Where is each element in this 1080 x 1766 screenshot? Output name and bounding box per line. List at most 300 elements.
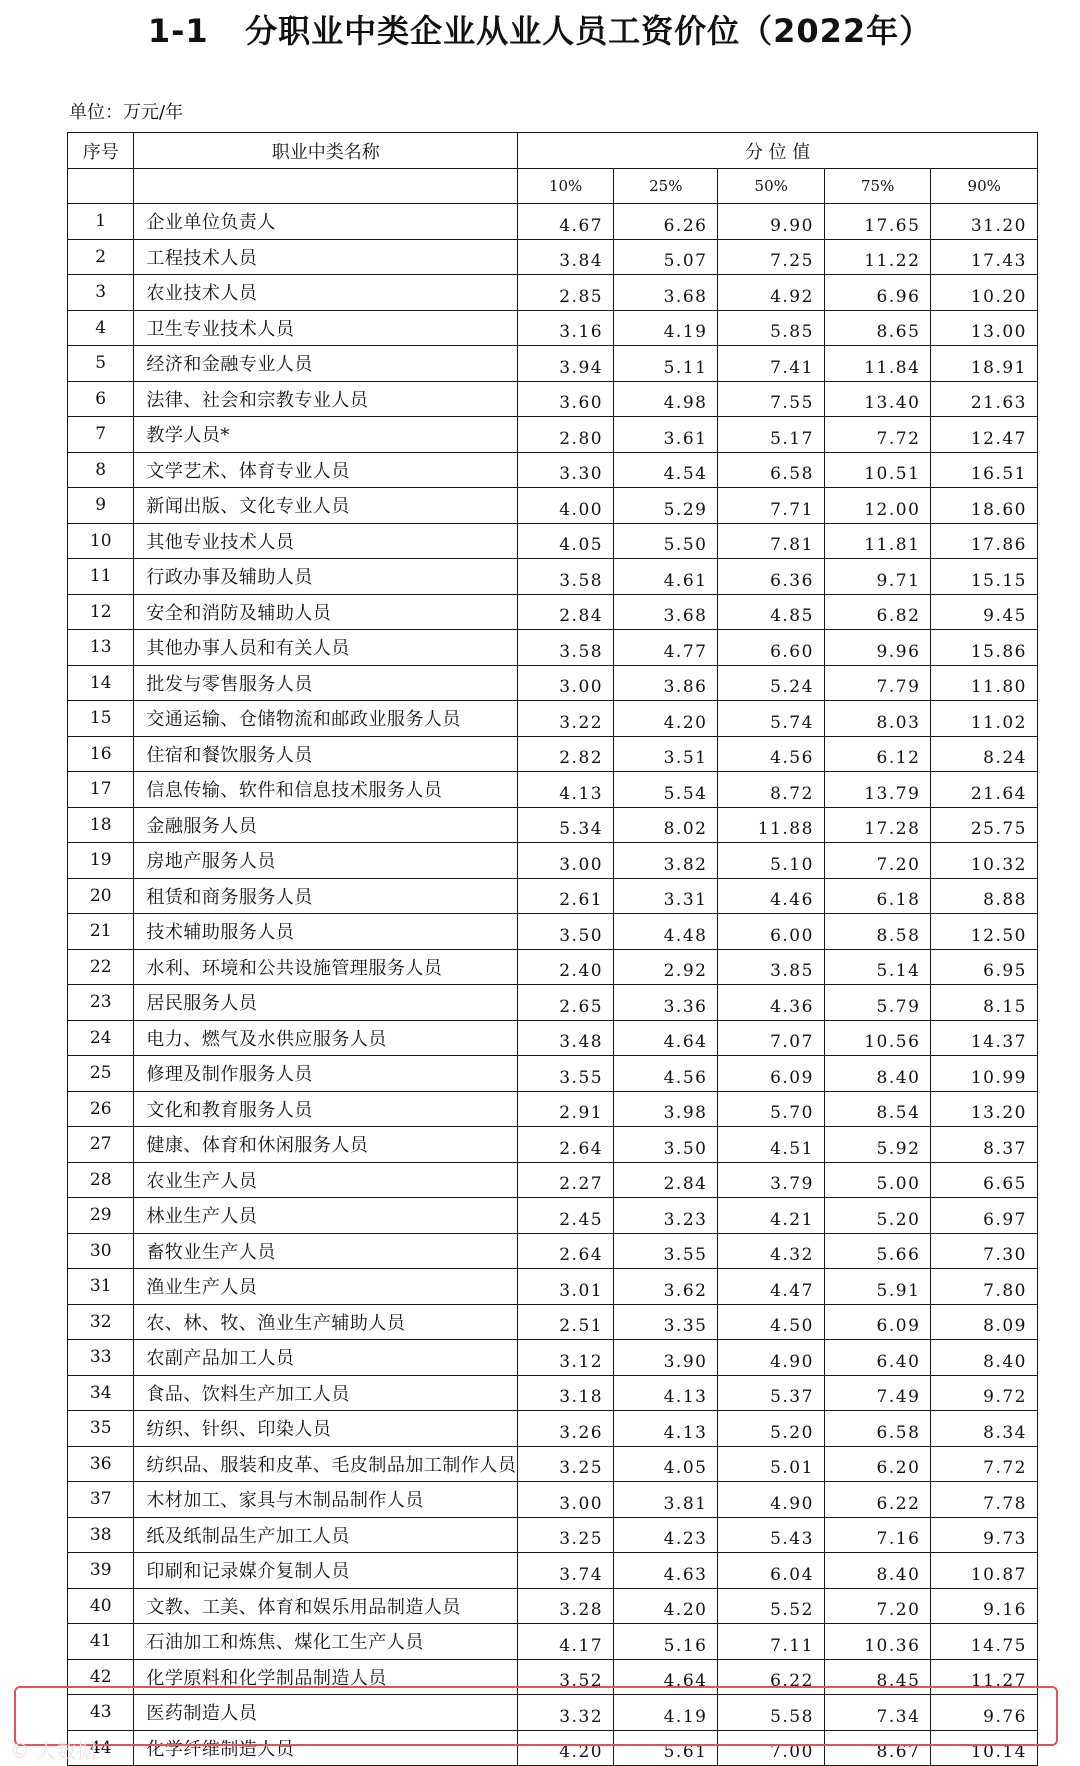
cell-seq: 18 xyxy=(68,807,134,843)
cell-p10: 3.18 xyxy=(518,1375,614,1411)
table-row xyxy=(68,275,1038,311)
cell-name: 文学艺术、体育专业人员 xyxy=(134,452,518,488)
cell-p10: 3.28 xyxy=(518,1588,614,1624)
cell-p75: 6.09 xyxy=(824,1304,930,1340)
cell-p25: 5.54 xyxy=(614,772,718,808)
cell-seq: 2 xyxy=(68,239,134,275)
cell-seq: 35 xyxy=(68,1411,134,1447)
header-p75: 75% xyxy=(824,169,930,204)
cell-p25: 4.64 xyxy=(614,1659,718,1695)
cell-p10: 3.32 xyxy=(518,1695,614,1731)
table-row xyxy=(68,772,1038,808)
cell-p25: 5.07 xyxy=(614,239,718,275)
cell-name: 农业生产人员 xyxy=(134,1162,518,1198)
cell-p50: 5.74 xyxy=(718,701,824,737)
table-row xyxy=(68,1517,1038,1553)
table-body xyxy=(68,204,1038,1766)
cell-seq: 40 xyxy=(68,1588,134,1624)
cell-p90: 18.60 xyxy=(931,488,1038,524)
cell-p50: 6.58 xyxy=(718,452,824,488)
cell-p25: 6.26 xyxy=(614,204,718,240)
cell-seq: 10 xyxy=(68,523,134,559)
cell-p25: 5.61 xyxy=(614,1730,718,1766)
cell-name: 畜牧业生产人员 xyxy=(134,1233,518,1269)
header-seq-empty xyxy=(68,169,134,204)
cell-p90: 7.80 xyxy=(931,1269,1038,1305)
cell-p90: 9.76 xyxy=(931,1695,1038,1731)
cell-p10: 3.94 xyxy=(518,346,614,382)
cell-p75: 8.65 xyxy=(824,310,930,346)
cell-name: 批发与零售服务人员 xyxy=(134,665,518,701)
table-row xyxy=(68,1198,1038,1234)
cell-p10: 2.82 xyxy=(518,736,614,772)
cell-name: 卫生专业技术人员 xyxy=(134,310,518,346)
cell-p50: 6.04 xyxy=(718,1553,824,1589)
cell-name: 文化和教育服务人员 xyxy=(134,1091,518,1127)
cell-p75: 12.00 xyxy=(824,488,930,524)
header-seq: 序号 xyxy=(68,133,134,169)
cell-p50: 4.92 xyxy=(718,275,824,311)
cell-name: 工程技术人员 xyxy=(134,239,518,275)
cell-seq: 6 xyxy=(68,381,134,417)
cell-p10: 3.25 xyxy=(518,1517,614,1553)
cell-p50: 4.56 xyxy=(718,736,824,772)
cell-p10: 2.27 xyxy=(518,1162,614,1198)
cell-p90: 8.24 xyxy=(931,736,1038,772)
cell-p75: 5.92 xyxy=(824,1127,930,1163)
cell-p50: 7.55 xyxy=(718,381,824,417)
cell-seq: 38 xyxy=(68,1517,134,1553)
cell-name: 纸及纸制品生产加工人员 xyxy=(134,1517,518,1553)
table-row xyxy=(68,417,1038,453)
cell-p50: 7.07 xyxy=(718,1020,824,1056)
cell-p50: 4.21 xyxy=(718,1198,824,1234)
cell-p75: 7.34 xyxy=(824,1695,930,1731)
cell-p25: 5.16 xyxy=(614,1624,718,1660)
cell-seq: 33 xyxy=(68,1340,134,1376)
cell-name: 交通运输、仓储物流和邮政业服务人员 xyxy=(134,701,518,737)
cell-p75: 6.20 xyxy=(824,1446,930,1482)
cell-p10: 4.13 xyxy=(518,772,614,808)
cell-name: 房地产服务人员 xyxy=(134,843,518,879)
cell-p75: 9.96 xyxy=(824,630,930,666)
cell-p25: 3.35 xyxy=(614,1304,718,1340)
cell-p25: 3.55 xyxy=(614,1233,718,1269)
cell-p90: 14.37 xyxy=(931,1020,1038,1056)
header-p10: 10% xyxy=(518,169,614,204)
cell-p75: 11.84 xyxy=(824,346,930,382)
cell-p75: 6.82 xyxy=(824,594,930,630)
cell-name: 信息传输、软件和信息技术服务人员 xyxy=(134,772,518,808)
cell-p75: 8.40 xyxy=(824,1553,930,1589)
table-row xyxy=(68,878,1038,914)
cell-p75: 8.67 xyxy=(824,1730,930,1766)
cell-p50: 4.46 xyxy=(718,878,824,914)
cell-seq: 32 xyxy=(68,1304,134,1340)
cell-p75: 7.16 xyxy=(824,1517,930,1553)
cell-p10: 3.00 xyxy=(518,843,614,879)
cell-p50: 5.10 xyxy=(718,843,824,879)
cell-p25: 3.31 xyxy=(614,878,718,914)
table-row xyxy=(68,1340,1038,1376)
cell-p50: 3.85 xyxy=(718,949,824,985)
cell-p90: 10.32 xyxy=(931,843,1038,879)
cell-p50: 4.47 xyxy=(718,1269,824,1305)
cell-p90: 10.14 xyxy=(931,1730,1038,1766)
table-row xyxy=(68,1304,1038,1340)
cell-name: 经济和金融专业人员 xyxy=(134,346,518,382)
cell-name: 印刷和记录媒介复制人员 xyxy=(134,1553,518,1589)
cell-p75: 8.45 xyxy=(824,1659,930,1695)
cell-p10: 4.05 xyxy=(518,523,614,559)
cell-p75: 7.72 xyxy=(824,417,930,453)
table-row xyxy=(68,807,1038,843)
cell-p90: 9.16 xyxy=(931,1588,1038,1624)
cell-seq: 17 xyxy=(68,772,134,808)
cell-seq: 31 xyxy=(68,1269,134,1305)
cell-p75: 6.58 xyxy=(824,1411,930,1447)
cell-seq: 21 xyxy=(68,914,134,950)
page-title: 1-1 分职业中类企业从业人员工资价位（2022年） xyxy=(147,12,933,50)
cell-p75: 13.79 xyxy=(824,772,930,808)
cell-p90: 8.34 xyxy=(931,1411,1038,1447)
cell-seq: 44 xyxy=(68,1730,134,1766)
cell-p10: 3.74 xyxy=(518,1553,614,1589)
cell-p50: 4.51 xyxy=(718,1127,824,1163)
cell-p90: 21.63 xyxy=(931,381,1038,417)
cell-p75: 11.22 xyxy=(824,239,930,275)
cell-p10: 3.25 xyxy=(518,1446,614,1482)
cell-name: 医药制造人员 xyxy=(134,1695,518,1731)
cell-p25: 5.50 xyxy=(614,523,718,559)
table-row xyxy=(68,1624,1038,1660)
cell-p25: 4.19 xyxy=(614,1695,718,1731)
cell-seq: 27 xyxy=(68,1127,134,1163)
cell-p75: 17.28 xyxy=(824,807,930,843)
cell-p10: 3.30 xyxy=(518,452,614,488)
cell-p50: 4.90 xyxy=(718,1340,824,1376)
table-row xyxy=(68,1127,1038,1163)
cell-p25: 3.62 xyxy=(614,1269,718,1305)
cell-p90: 8.37 xyxy=(931,1127,1038,1163)
cell-name: 纺织、针织、印染人员 xyxy=(134,1411,518,1447)
cell-seq: 5 xyxy=(68,346,134,382)
cell-p50: 6.00 xyxy=(718,914,824,950)
table-row xyxy=(68,488,1038,524)
cell-seq: 9 xyxy=(68,488,134,524)
cell-p75: 9.71 xyxy=(824,559,930,595)
cell-seq: 11 xyxy=(68,559,134,595)
cell-p75: 7.20 xyxy=(824,843,930,879)
cell-name: 安全和消防及辅助人员 xyxy=(134,594,518,630)
cell-p25: 3.51 xyxy=(614,736,718,772)
cell-p75: 8.40 xyxy=(824,1056,930,1092)
cell-p50: 5.37 xyxy=(718,1375,824,1411)
cell-p25: 3.61 xyxy=(614,417,718,453)
cell-p10: 3.50 xyxy=(518,914,614,950)
cell-p90: 12.47 xyxy=(931,417,1038,453)
cell-p10: 3.16 xyxy=(518,310,614,346)
cell-p90: 18.91 xyxy=(931,346,1038,382)
header-p90: 90% xyxy=(931,169,1038,204)
cell-p50: 7.81 xyxy=(718,523,824,559)
cell-p50: 7.71 xyxy=(718,488,824,524)
cell-p10: 3.00 xyxy=(518,665,614,701)
table-row xyxy=(68,1411,1038,1447)
cell-p90: 7.78 xyxy=(931,1482,1038,1518)
cell-seq: 14 xyxy=(68,665,134,701)
cell-name: 居民服务人员 xyxy=(134,985,518,1021)
watermark: © 大数据 xyxy=(10,1739,97,1763)
cell-seq: 34 xyxy=(68,1375,134,1411)
cell-p90: 25.75 xyxy=(931,807,1038,843)
cell-p10: 4.17 xyxy=(518,1624,614,1660)
cell-p90: 9.45 xyxy=(931,594,1038,630)
cell-p25: 4.20 xyxy=(614,701,718,737)
cell-p25: 4.48 xyxy=(614,914,718,950)
cell-p75: 6.96 xyxy=(824,275,930,311)
cell-p10: 2.84 xyxy=(518,594,614,630)
table-row xyxy=(68,1269,1038,1305)
cell-p50: 5.43 xyxy=(718,1517,824,1553)
cell-p25: 4.54 xyxy=(614,452,718,488)
cell-p25: 4.61 xyxy=(614,559,718,595)
cell-name: 金融服务人员 xyxy=(134,807,518,843)
cell-p25: 3.23 xyxy=(614,1198,718,1234)
cell-p75: 10.36 xyxy=(824,1624,930,1660)
cell-p90: 15.86 xyxy=(931,630,1038,666)
cell-p10: 2.85 xyxy=(518,275,614,311)
cell-p25: 4.19 xyxy=(614,310,718,346)
cell-name: 法律、社会和宗教专业人员 xyxy=(134,381,518,417)
cell-p10: 3.58 xyxy=(518,559,614,595)
table-row xyxy=(68,665,1038,701)
cell-p50: 6.09 xyxy=(718,1056,824,1092)
cell-p50: 4.32 xyxy=(718,1233,824,1269)
cell-p90: 8.09 xyxy=(931,1304,1038,1340)
cell-p50: 4.50 xyxy=(718,1304,824,1340)
cell-p25: 4.77 xyxy=(614,630,718,666)
table-row xyxy=(68,1375,1038,1411)
cell-p10: 3.52 xyxy=(518,1659,614,1695)
cell-p90: 14.75 xyxy=(931,1624,1038,1660)
cell-p10: 3.55 xyxy=(518,1056,614,1092)
highlight-box xyxy=(14,1686,1058,1746)
cell-p25: 3.98 xyxy=(614,1091,718,1127)
cell-name: 行政办事及辅助人员 xyxy=(134,559,518,595)
cell-p90: 21.64 xyxy=(931,772,1038,808)
table-row xyxy=(68,914,1038,950)
cell-p25: 4.63 xyxy=(614,1553,718,1589)
cell-seq: 29 xyxy=(68,1198,134,1234)
table-row xyxy=(68,985,1038,1021)
table-row xyxy=(68,346,1038,382)
cell-p75: 7.20 xyxy=(824,1588,930,1624)
cell-p10: 3.48 xyxy=(518,1020,614,1056)
cell-p10: 3.00 xyxy=(518,1482,614,1518)
table-row xyxy=(68,559,1038,595)
cell-p90: 10.20 xyxy=(931,275,1038,311)
cell-name: 新闻出版、文化专业人员 xyxy=(134,488,518,524)
cell-p25: 3.82 xyxy=(614,843,718,879)
cell-seq: 7 xyxy=(68,417,134,453)
cell-p10: 5.34 xyxy=(518,807,614,843)
cell-p10: 2.80 xyxy=(518,417,614,453)
cell-p75: 10.56 xyxy=(824,1020,930,1056)
cell-name: 木材加工、家具与木制品制作人员 xyxy=(134,1482,518,1518)
table-row xyxy=(68,1446,1038,1482)
cell-p10: 2.65 xyxy=(518,985,614,1021)
table-row xyxy=(68,949,1038,985)
cell-name: 企业单位负责人 xyxy=(134,204,518,240)
cell-name: 纺织品、服装和皮革、毛皮制品加工制作人员 xyxy=(134,1446,518,1482)
cell-p50: 5.20 xyxy=(718,1411,824,1447)
cell-p75: 6.40 xyxy=(824,1340,930,1376)
cell-seq: 3 xyxy=(68,275,134,311)
table-row xyxy=(68,1588,1038,1624)
cell-p75: 7.79 xyxy=(824,665,930,701)
table-row xyxy=(68,1020,1038,1056)
header-p25: 25% xyxy=(614,169,718,204)
cell-p10: 2.40 xyxy=(518,949,614,985)
cell-p25: 5.11 xyxy=(614,346,718,382)
cell-p50: 5.58 xyxy=(718,1695,824,1731)
cell-p10: 3.01 xyxy=(518,1269,614,1305)
cell-p10: 3.60 xyxy=(518,381,614,417)
cell-p50: 7.11 xyxy=(718,1624,824,1660)
cell-p90: 31.20 xyxy=(931,204,1038,240)
cell-seq: 15 xyxy=(68,701,134,737)
cell-p50: 7.00 xyxy=(718,1730,824,1766)
table-row xyxy=(68,1091,1038,1127)
cell-seq: 19 xyxy=(68,843,134,879)
cell-p50: 4.36 xyxy=(718,985,824,1021)
cell-name: 电力、燃气及水供应服务人员 xyxy=(134,1020,518,1056)
cell-p10: 3.22 xyxy=(518,701,614,737)
cell-p10: 2.61 xyxy=(518,878,614,914)
cell-p25: 3.90 xyxy=(614,1340,718,1376)
header-percentile-group: 分 位 值 xyxy=(518,133,1038,169)
cell-p10: 3.26 xyxy=(518,1411,614,1447)
cell-p25: 3.36 xyxy=(614,985,718,1021)
cell-seq: 25 xyxy=(68,1056,134,1092)
cell-name: 修理及制作服务人员 xyxy=(134,1056,518,1092)
cell-p10: 4.20 xyxy=(518,1730,614,1766)
cell-name: 教学人员* xyxy=(134,417,518,453)
cell-p90: 17.86 xyxy=(931,523,1038,559)
cell-p50: 5.01 xyxy=(718,1446,824,1482)
cell-name: 农副产品加工人员 xyxy=(134,1340,518,1376)
cell-p25: 4.13 xyxy=(614,1375,718,1411)
cell-p75: 13.40 xyxy=(824,381,930,417)
cell-p75: 10.51 xyxy=(824,452,930,488)
cell-name: 农、林、牧、渔业生产辅助人员 xyxy=(134,1304,518,1340)
cell-p90: 10.87 xyxy=(931,1553,1038,1589)
cell-p10: 3.58 xyxy=(518,630,614,666)
table-row xyxy=(68,1162,1038,1198)
cell-seq: 1 xyxy=(68,204,134,240)
header-name-empty xyxy=(134,169,518,204)
cell-p90: 6.97 xyxy=(931,1198,1038,1234)
cell-p50: 5.24 xyxy=(718,665,824,701)
cell-p25: 3.68 xyxy=(614,594,718,630)
cell-p90: 8.15 xyxy=(931,985,1038,1021)
cell-seq: 41 xyxy=(68,1624,134,1660)
cell-p25: 3.86 xyxy=(614,665,718,701)
header-name: 职业中类名称 xyxy=(134,133,518,169)
cell-p75: 5.00 xyxy=(824,1162,930,1198)
cell-p25: 4.05 xyxy=(614,1446,718,1482)
cell-p75: 5.91 xyxy=(824,1269,930,1305)
cell-p90: 13.00 xyxy=(931,310,1038,346)
cell-p50: 5.17 xyxy=(718,417,824,453)
cell-p25: 3.68 xyxy=(614,275,718,311)
cell-p90: 6.65 xyxy=(931,1162,1038,1198)
cell-p75: 5.66 xyxy=(824,1233,930,1269)
cell-name: 石油加工和炼焦、煤化工生产人员 xyxy=(134,1624,518,1660)
cell-p50: 5.70 xyxy=(718,1091,824,1127)
cell-p25: 3.50 xyxy=(614,1127,718,1163)
table-row xyxy=(68,736,1038,772)
table-row xyxy=(68,1482,1038,1518)
cell-name: 化学原料和化学制品制造人员 xyxy=(134,1659,518,1695)
cell-p90: 7.72 xyxy=(931,1446,1038,1482)
cell-p50: 4.90 xyxy=(718,1482,824,1518)
cell-p25: 4.64 xyxy=(614,1020,718,1056)
cell-p25: 4.13 xyxy=(614,1411,718,1447)
cell-p50: 4.85 xyxy=(718,594,824,630)
table-row xyxy=(68,310,1038,346)
cell-seq: 4 xyxy=(68,310,134,346)
cell-p50: 7.41 xyxy=(718,346,824,382)
table-row xyxy=(68,523,1038,559)
cell-p90: 7.30 xyxy=(931,1233,1038,1269)
cell-p10: 4.67 xyxy=(518,204,614,240)
cell-seq: 23 xyxy=(68,985,134,1021)
cell-seq: 28 xyxy=(68,1162,134,1198)
cell-p50: 11.88 xyxy=(718,807,824,843)
cell-seq: 42 xyxy=(68,1659,134,1695)
cell-p90: 9.73 xyxy=(931,1517,1038,1553)
cell-p25: 4.20 xyxy=(614,1588,718,1624)
cell-p75: 6.18 xyxy=(824,878,930,914)
cell-p90: 12.50 xyxy=(931,914,1038,950)
cell-p25: 2.92 xyxy=(614,949,718,985)
cell-p90: 8.40 xyxy=(931,1340,1038,1376)
cell-name: 文教、工美、体育和娱乐用品制造人员 xyxy=(134,1588,518,1624)
cell-p50: 6.36 xyxy=(718,559,824,595)
cell-seq: 13 xyxy=(68,630,134,666)
table-row xyxy=(68,594,1038,630)
cell-name: 水利、环境和公共设施管理服务人员 xyxy=(134,949,518,985)
cell-p90: 17.43 xyxy=(931,239,1038,275)
cell-p25: 5.29 xyxy=(614,488,718,524)
cell-p75: 5.14 xyxy=(824,949,930,985)
cell-p50: 5.85 xyxy=(718,310,824,346)
cell-seq: 16 xyxy=(68,736,134,772)
cell-p90: 11.80 xyxy=(931,665,1038,701)
cell-seq: 22 xyxy=(68,949,134,985)
cell-p90: 13.20 xyxy=(931,1091,1038,1127)
cell-name: 其他专业技术人员 xyxy=(134,523,518,559)
cell-p50: 6.60 xyxy=(718,630,824,666)
cell-p90: 11.27 xyxy=(931,1659,1038,1695)
cell-p50: 6.22 xyxy=(718,1659,824,1695)
cell-p75: 5.79 xyxy=(824,985,930,1021)
cell-p90: 9.72 xyxy=(931,1375,1038,1411)
cell-p75: 8.58 xyxy=(824,914,930,950)
cell-name: 其他办事人员和有关人员 xyxy=(134,630,518,666)
